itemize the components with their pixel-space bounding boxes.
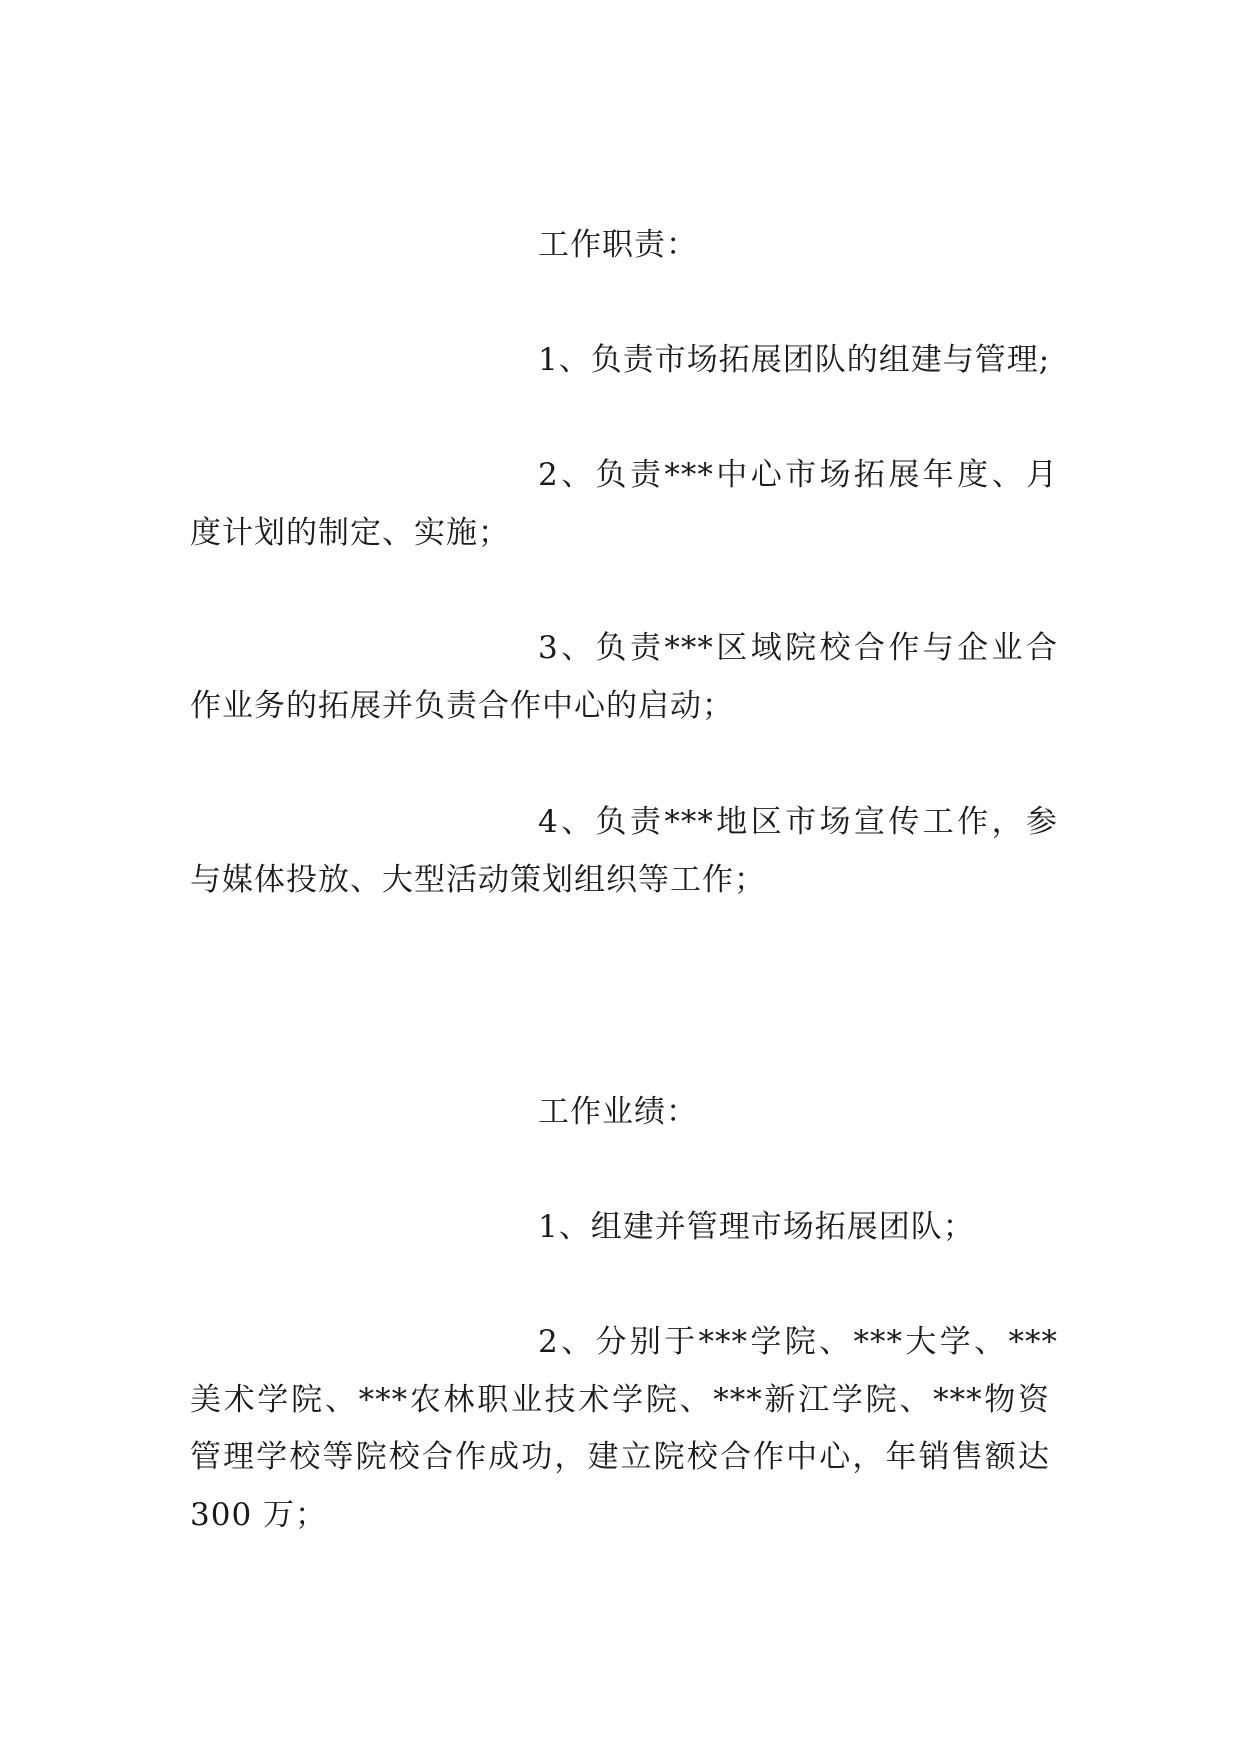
achievement-item-1-line-1: 1、组建并管理市场拓展团队； [538, 1209, 975, 1245]
achievements-heading: 工作业绩： [538, 1094, 698, 1130]
achievement-item-2-line-3: 管理学校等院校合作成功，建立院校合作中心，年销售额达 [190, 1439, 1050, 1475]
duty-item-4-line-2: 与媒体投放、大型活动策划组织等工作； [190, 862, 766, 898]
duty-item-2-line-1: 2、负责***中心市场拓展年度、月 [538, 457, 1058, 493]
duty-item-3-line-1: 3、负责***区域院校合作与企业合 [538, 630, 1058, 666]
duty-item-4-line-1: 4、负责***地区市场宣传工作，参 [538, 804, 1058, 840]
duty-item-2-line-2: 度计划的制定、实施； [190, 515, 510, 551]
achievement-item-2-line-4: 300 万； [190, 1497, 328, 1533]
duty-item-1-line-1: 1、负责市场拓展团队的组建与管理; [538, 342, 1051, 378]
achievement-item-2-line-1: 2、分别于***学院、***大学、*** [538, 1324, 1058, 1360]
achievement-item-2-line-2: 美术学院、***农林职业技术学院、***新江学院、***物资 [190, 1382, 1050, 1418]
duty-item-3-line-2: 作业务的拓展并负责合作中心的启动； [190, 688, 734, 724]
duties-heading: 工作职责： [538, 227, 698, 263]
